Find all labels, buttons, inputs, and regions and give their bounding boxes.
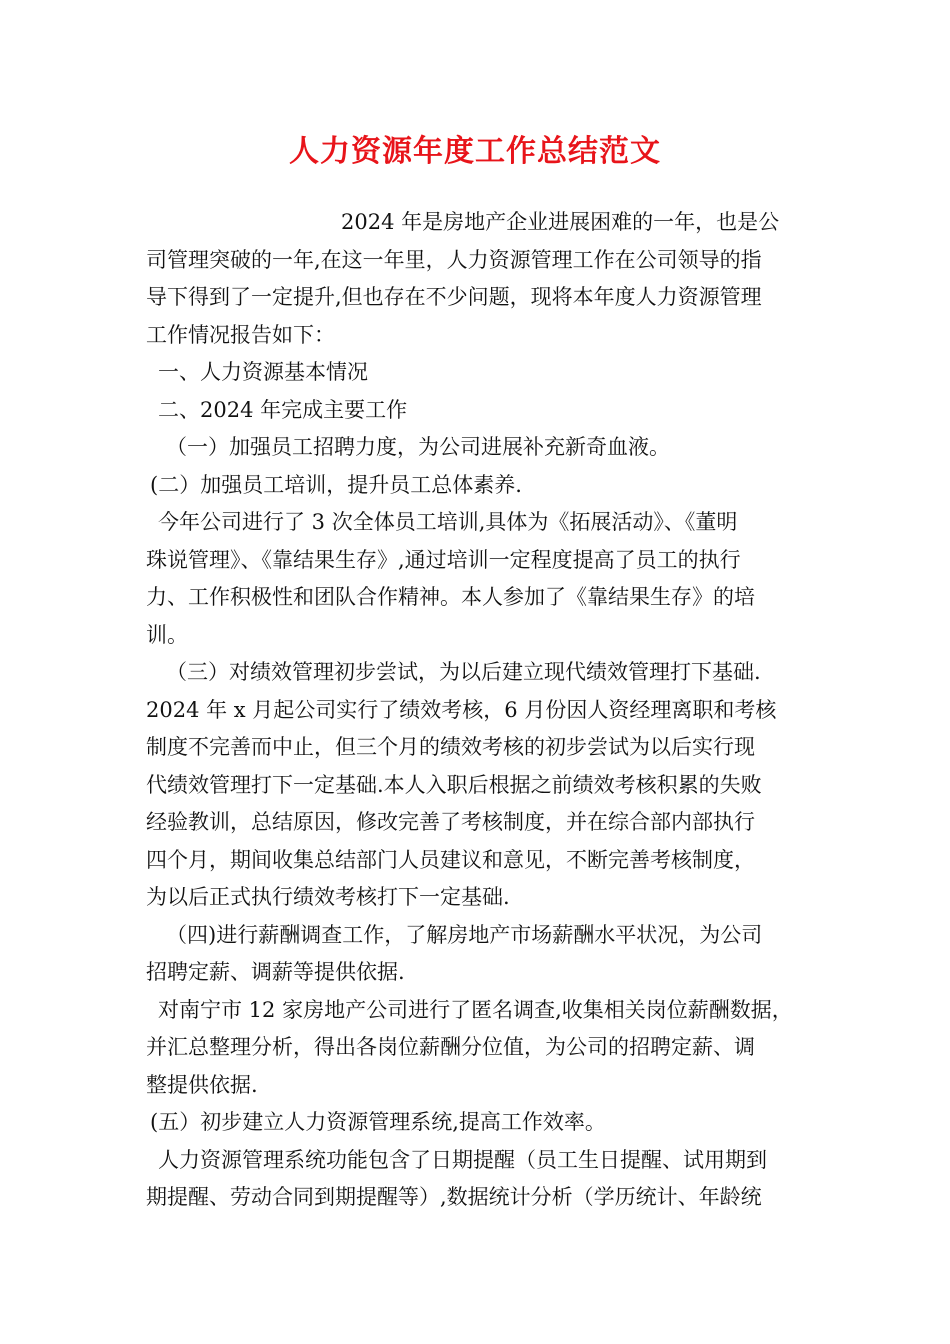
section-heading: 一、人力资源基本情况 [158,360,368,384]
subsection-heading: （四)进行薪酬调查工作，了解房地产市场薪酬水平状况，为公司 [166,922,763,947]
paragraph-line: 工作情况报告如下： [146,322,335,347]
subsection-heading: (五）初步建立人力资源管理系统,提高工作效率。 [150,1110,606,1134]
paragraph-line: 司管理突破的一年,在这一年里，人力资源管理工作在公司领导的指 [146,247,762,272]
subsection-heading: (二）加强员工培训，提升员工总体素养. [150,472,522,497]
paragraph-line: 并汇总整理分析，得出各岗位薪酬分位值，为公司的招聘定薪、调 [146,1035,755,1059]
paragraph-line: 期提醒、劳动合同到期提醒等）,数据统计分析（学历统计、年龄统 [146,1185,762,1209]
paragraph-line: 力、工作积极性和团队合作精神。本人参加了《靠结果生存》的培 [146,585,755,609]
paragraph-line: 四个月，期间收集总结部门人员建议和意见，不断完善考核制度， [146,847,755,872]
paragraph-line: 经验教训，总结原因，修改完善了考核制度，并在综合部内部执行 [146,810,755,834]
document-body [146,204,810,1217]
paragraph-line: 代绩效管理打下一定基础.本人入职后根据之前绩效考核积累的失败 [146,772,762,797]
paragraph-line: 训。 [146,622,188,647]
subsection-heading: （三）对绩效管理初步尝试，为以后建立现代绩效管理打下基础. [166,660,761,684]
paragraph-line: 制度不完善而中止，但三个月的绩效考核的初步尝试为以后实行现 [146,735,755,759]
paragraph-line: 今年公司进行了 3 次全体员工培训,具体为《拓展活动》、《董明 [158,510,738,534]
document-title: 人力资源年度工作总结范文 [289,134,661,169]
paragraph-line: 为以后正式执行绩效考核打下一定基础. [146,885,510,909]
paragraph-line: 对南宁市 12 家房地产公司进行了匿名调查,收集相关岗位薪酬数据， [158,997,793,1022]
paragraph-line: 招聘定薪、调薪等提供依据. [146,960,405,984]
paragraph-line: 整提供依据. [146,1072,258,1097]
section-heading: 二、2024 年完成主要工作 [158,397,408,422]
paragraph-line: 人力资源管理系统功能包含了日期提醒（员工生日提醒、试用期到 [158,1147,767,1172]
subsection-heading: （一）加强员工招聘力度，为公司进展补充新奇血液。 [166,435,670,459]
paragraph-line: 珠说管理》、《靠结果生存》,通过培训一定程度提高了员工的执行 [146,547,741,572]
paragraph-line: 2024 年 x 月起公司实行了绩效考核，6 月份因人资经理离职和考核 [146,697,777,722]
paragraph-line: 2024 年是房地产企业进展困难的一年，也是公 [341,210,780,234]
paragraph-line: 导下得到了一定提升,但也存在不少问题，现将本年度人力资源管理 [146,285,762,309]
